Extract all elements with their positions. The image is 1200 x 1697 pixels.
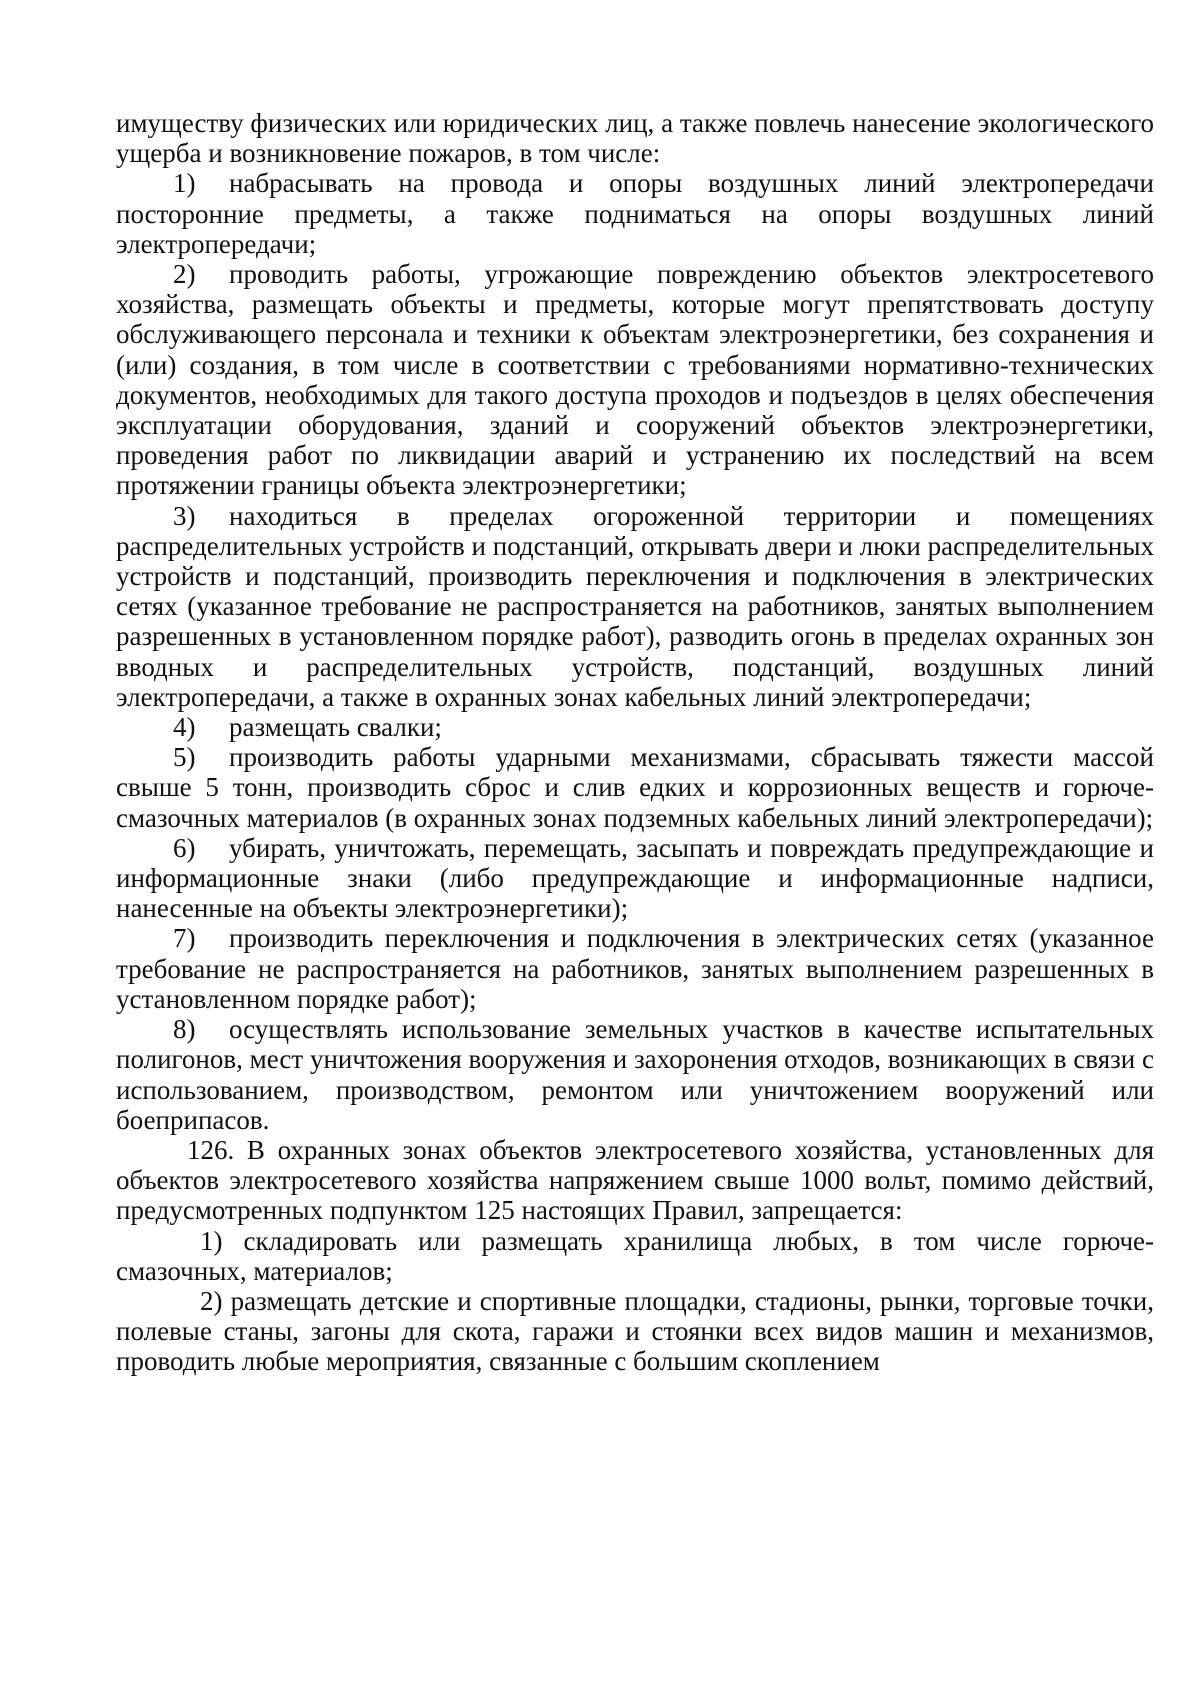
document-page <box>116 108 1154 1377</box>
list-item-6 <box>116 833 1154 924</box>
list-item-text: производить переключения и подключения в электрических сетях (указанное требование не распространяется на работников, занятых выполнением разрешенных в установленном порядке работ); <box>116 923 1154 1014</box>
list-item-text: находиться в пределах огороженной территории и помещениях распределительных устройств и подстанций, открывать двери и люки распределительных устройств и подстанций, производить переключения и подключения в электрических сетях (указанное требование не распространяется на работников, занятых выполнением разрешенных в установленном порядке работ), разводить огонь в пределах охранных зон вводных и распределительных устройств, подстанций, воздушных линий электропередачи, а также в охранных зонах кабельных линий электропередачи; <box>116 500 1154 712</box>
list-item-7 <box>116 923 1154 1014</box>
list-item-number: 5) <box>173 742 196 773</box>
list-item-3 <box>116 501 1154 712</box>
list-item-text: осуществлять использование земельных участков в качестве испытательных полигонов, мест уничтожения вооружения и захоронения отходов, возникающих в связи с использованием, производством, ремонтом или уничтожением вооружений или боеприпасов. <box>116 1014 1154 1135</box>
subitem-1: 1) складировать или размещать хранилища любых, в том числе горюче-смазочных, материалов; <box>116 1225 1154 1286</box>
list-item-number: 3) <box>173 500 196 531</box>
list-item-text: размещать свалки; <box>229 712 442 743</box>
list-item-text: проводить работы, угрожающие повреждению объектов электросетевого хозяйства, размещать объекты и предметы, которые могут препятствовать доступу обслуживающего персонала и техники к объектам электроэнергетики, без сохранения и (или) создания, в том числе в соответствии с требованиями нормативно-технических документов, необходимых для такого доступа проходов и подъездов в целях обеспечения эксплуатации оборудования, зданий и сооружений объектов электроэнергетики, проведения работ по ликвидации аварий и устранению их последствий на всем протяжении границы объекта электроэнергетики; <box>116 259 1154 501</box>
list-item-4 <box>116 712 1154 742</box>
subitem-2: 2) размещать детские и спортивные площадки, стадионы, рынки, торговые точки, полевые станы, загоны для скота, гаражи и стоянки всех видов машин и механизмов, проводить любые мероприятия, связанные с большим скоплением <box>116 1285 1154 1377</box>
list-item-1 <box>116 168 1154 259</box>
list-item-8 <box>116 1014 1154 1135</box>
intro-paragraph: имуществу физических или юридических лиц, а также повлечь нанесение экологического ущерба и возникновение пожаров, в том числе: <box>116 108 1154 169</box>
section-126-paragraph: 126. В охранных зонах объектов электросетевого хозяйства, установленных для объектов электросетевого хозяйства напряжением свыше 1000 вольт, помимо действий, предусмотренных подпунктом 125 настоящих Правил, запрещается: <box>116 1134 1154 1226</box>
list-item-number: 4) <box>173 712 196 743</box>
list-item-5 <box>116 742 1154 833</box>
list-item-text: набрасывать на провода и опоры воздушных линий электропередачи посторонние предметы, а также подниматься на опоры воздушных линий электропередачи; <box>116 168 1154 259</box>
list-item-number: 7) <box>173 923 196 954</box>
list-item-number: 6) <box>173 832 196 863</box>
list-item-text: убирать, уничтожать, перемещать, засыпать и повреждать предупреждающие и информационные знаки (либо предупреждающие и информационные надписи, нанесенные на объекты электроэнергетики); <box>116 832 1154 924</box>
list-item-number: 2) <box>173 259 196 290</box>
list-item-number: 1) <box>173 168 196 199</box>
list-item-number: 8) <box>173 1014 196 1045</box>
list-item-text: производить работы ударными механизмами, сбрасывать тяжести массой свыше 5 тонн, производить сброс и слив едких и коррозионных веществ и горюче-смазочных материалов (в охранных зонах подземных кабельных линий электропередачи); <box>116 742 1154 833</box>
list-item-2 <box>116 259 1154 501</box>
